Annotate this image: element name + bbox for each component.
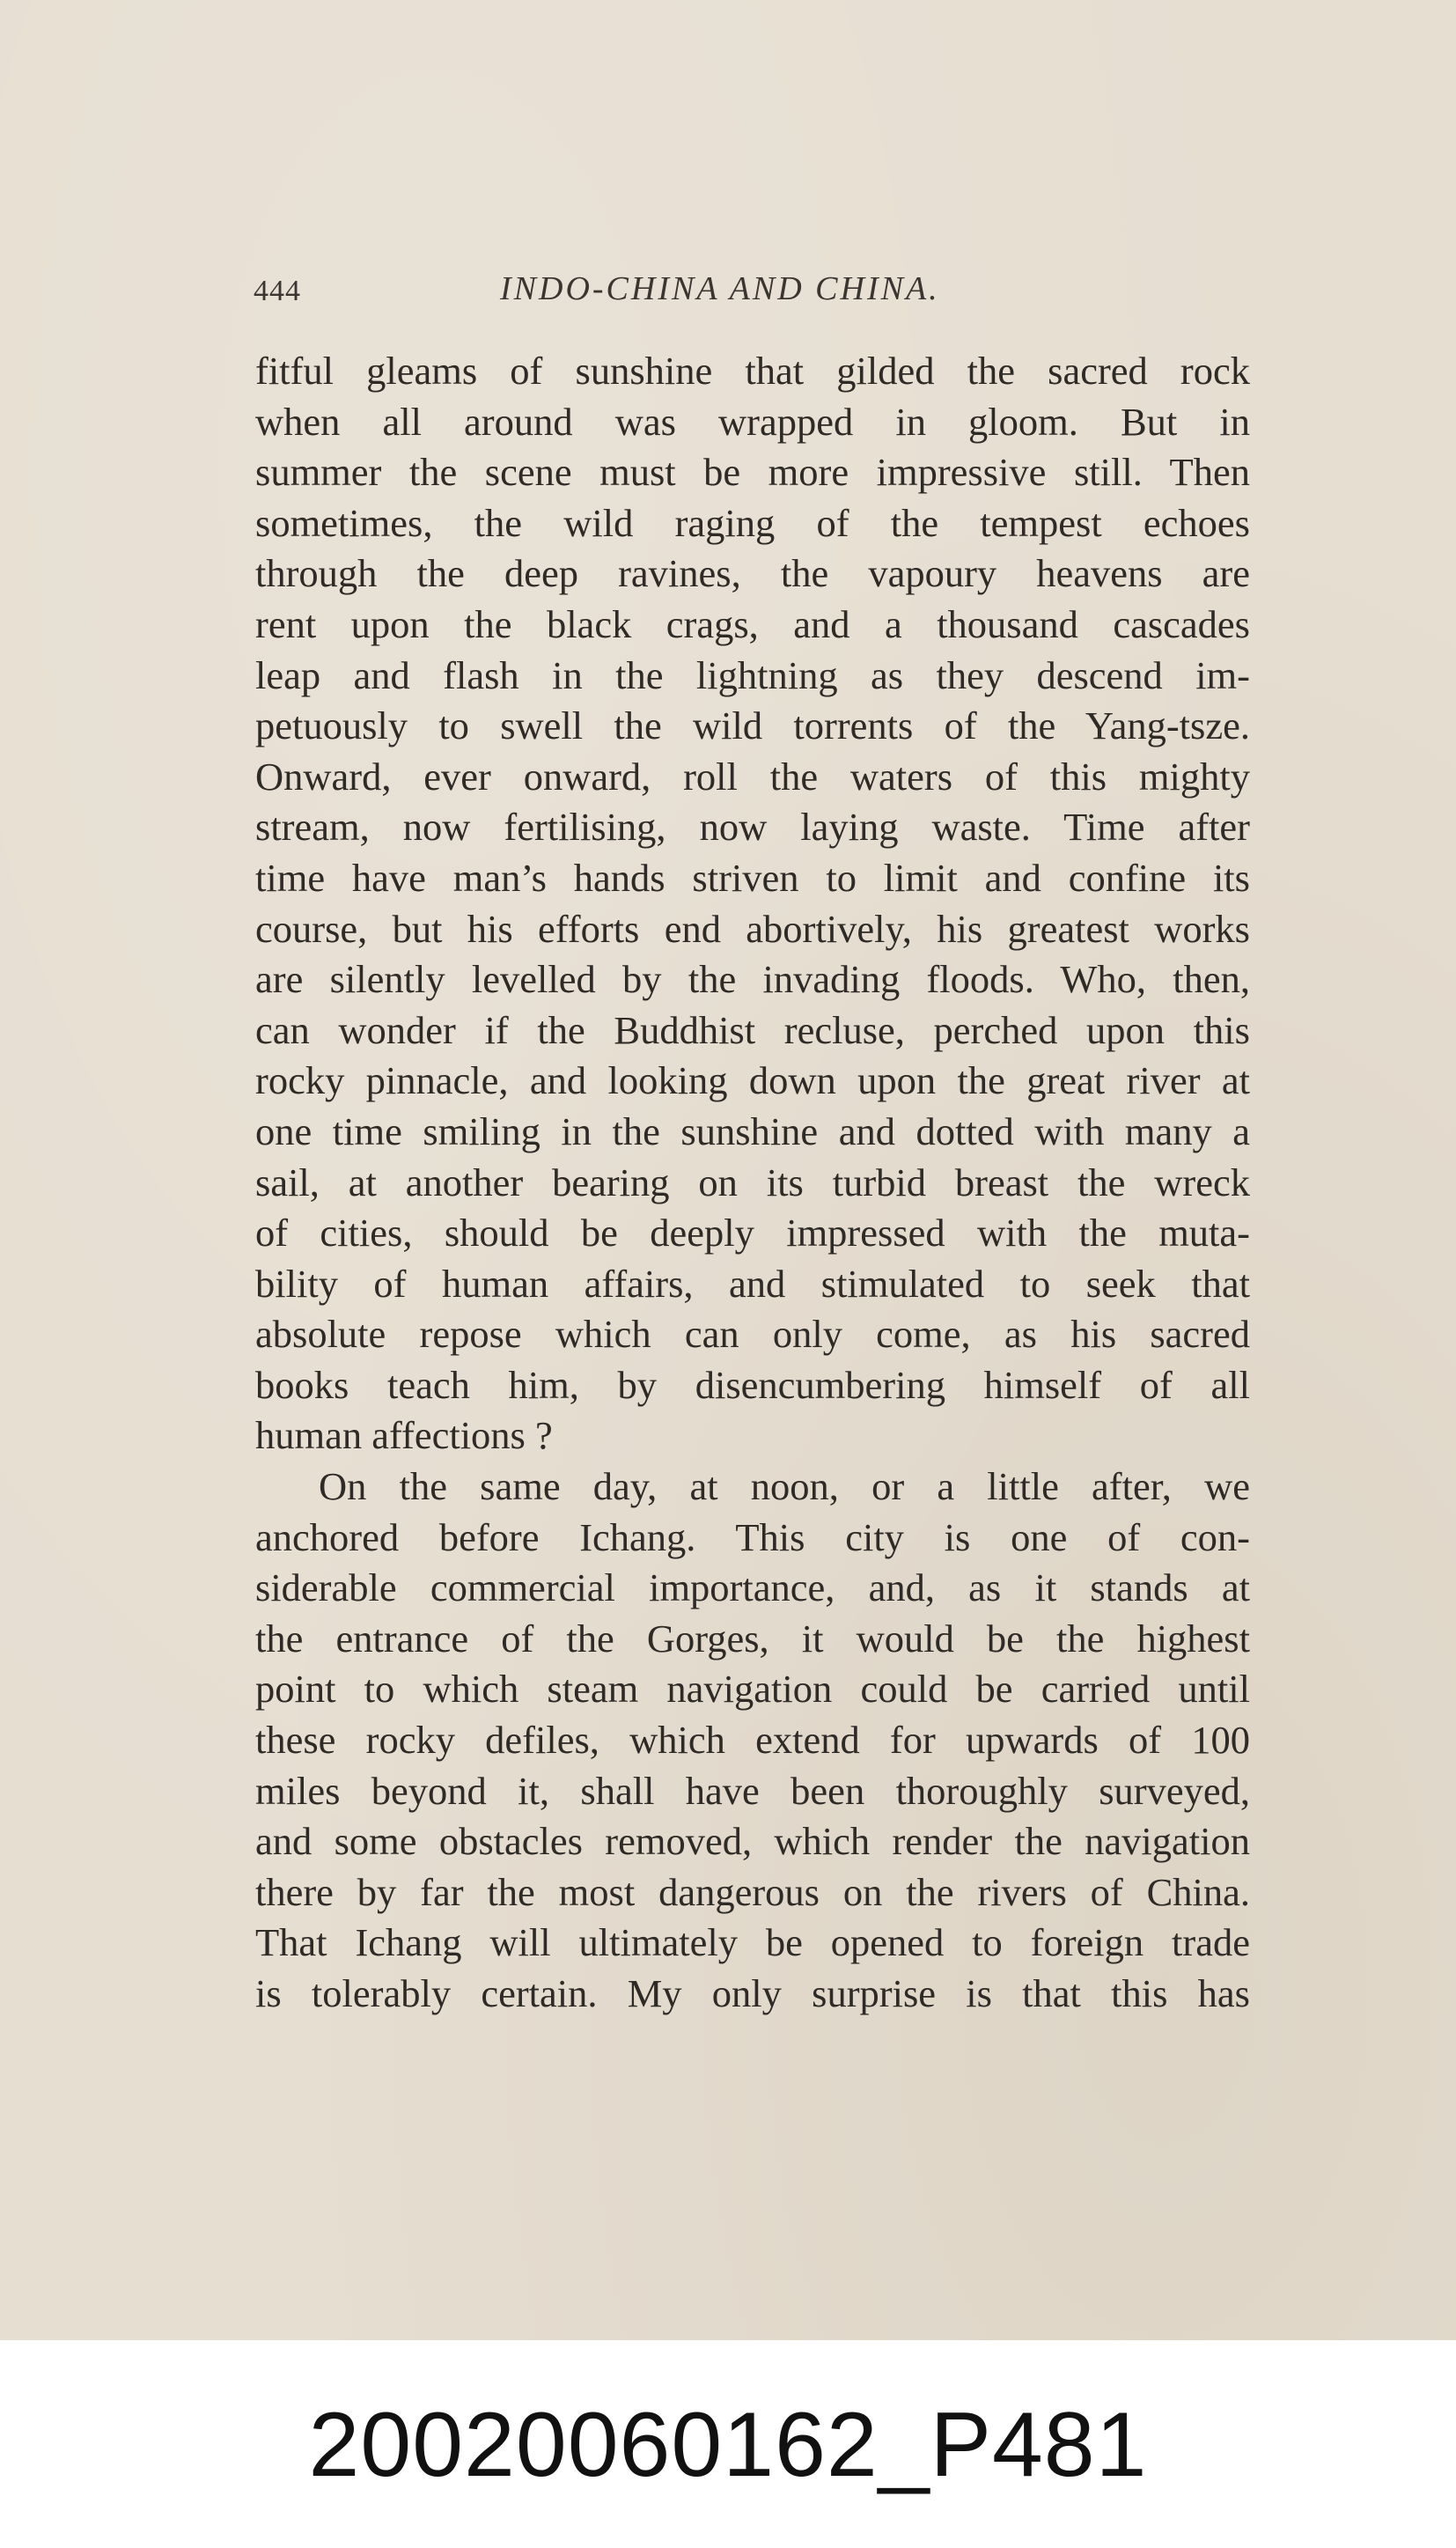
text-line: can wonder if the Buddhist recluse, perched upon this: [255, 1007, 1250, 1052]
text-line: the entrance of the Gorges, it would be the highest: [255, 1616, 1250, 1661]
text-line: summer the scene must be more impressive still. Then: [255, 450, 1250, 495]
text-line: fitful gleams of sunshine that gilded the sacred rock: [255, 349, 1250, 393]
text-line: leap and flash in the lightning as they descend im-: [255, 652, 1250, 697]
image-caption: 20020060162_P481: [308, 2394, 1148, 2496]
text-line: stream, now fertilising, now laying waste. Time after: [255, 805, 1250, 850]
text-line: one time smiling in the sunshine and dotted with many a: [255, 1108, 1250, 1153]
text-line: point to which steam navigation could be carried until: [255, 1667, 1250, 1712]
text-line: books teach him, by disencumbering himself of all: [255, 1362, 1250, 1407]
text-line: That Ichang will ultimately be opened to foreign trade: [255, 1920, 1250, 1965]
text-line: time have man’s hands striven to limit and confine its: [255, 855, 1250, 900]
page-number: 444: [254, 275, 301, 307]
running-title: INDO-CHINA AND CHINA.: [500, 270, 940, 307]
text-line: rocky pinnacle, and looking down upon the great river at: [255, 1058, 1250, 1103]
body-text: [255, 346, 1250, 2020]
text-line: petuously to swell the wild torrents of the Yang-tsze.: [255, 703, 1250, 748]
caption-strip: [0, 2340, 1456, 2548]
text-line: course, but his efforts end abortively, his greatest works: [255, 906, 1250, 951]
text-line: when all around was wrapped in gloom. But in: [255, 399, 1250, 444]
text-line: these rocky defiles, which extend for upwards of 100: [255, 1718, 1250, 1763]
text-line: miles beyond it, shall have been thoroughly surveyed,: [255, 1768, 1250, 1813]
text-line: is tolerably certain. My only surprise is that this has: [255, 1971, 1250, 2015]
text-line: there by far the most dangerous on the rivers of China.: [255, 1869, 1250, 1914]
text-line: Onward, ever onward, roll the waters of this mighty: [255, 754, 1250, 799]
text-line: sail, at another bearing on its turbid breast the wreck: [255, 1160, 1250, 1204]
text-line: absolute repose which can only come, as his sacred: [255, 1312, 1250, 1357]
text-line: are silently levelled by the invading floods. Who, then,: [255, 957, 1250, 1002]
text-line: siderable commercial importance, and, as it stands at: [255, 1565, 1250, 1610]
text-line: of cities, should be deeply impressed with the muta-: [255, 1211, 1250, 1256]
text-line: rent upon the black crags, and a thousand cascades: [255, 601, 1250, 646]
text-line: human affections ?: [255, 1413, 553, 1458]
text-line: through the deep ravines, the vapoury heavens are: [255, 551, 1250, 596]
text-line: and some obstacles removed, which render the navigation: [255, 1819, 1250, 1864]
running-head: [254, 269, 1250, 322]
text-line: anchored before Ichang. This city is one of con-: [255, 1514, 1250, 1559]
text-line: sometimes, the wild raging of the tempest echoes: [255, 500, 1250, 545]
text-line: bility of human affairs, and stimulated to seek that: [255, 1261, 1250, 1306]
text-line: On the same day, at noon, or a little after, we: [319, 1464, 1250, 1509]
